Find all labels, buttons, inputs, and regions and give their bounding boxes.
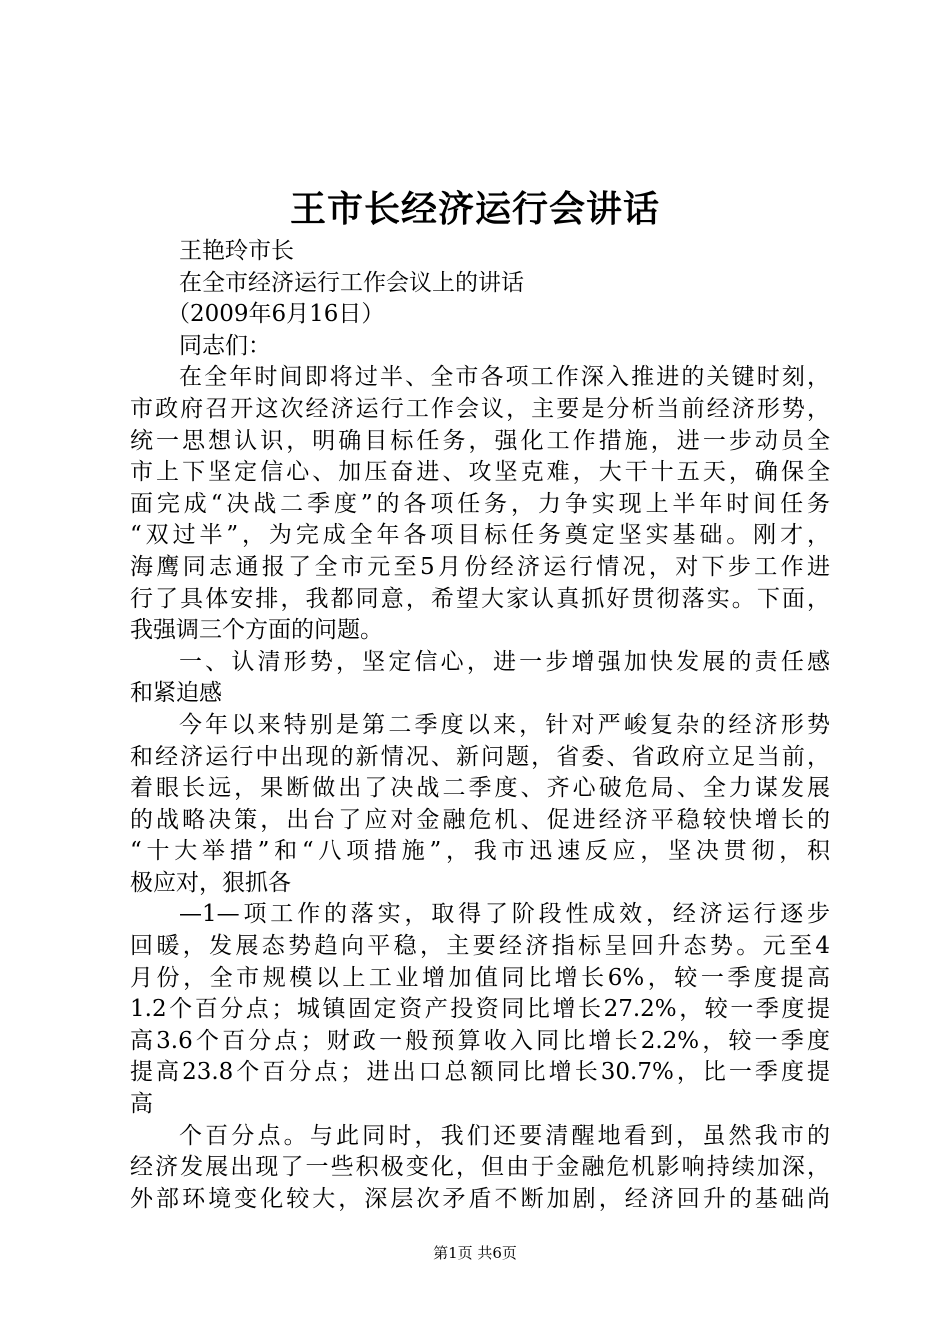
paragraph-line: 我强调三个方面的问题。 [130,617,383,644]
paragraph-line: 回暖，发展态势趋向平稳，主要经济指标呈回升态势。元至4 [130,933,830,960]
paragraph-line: 面完成“决战二季度”的各项任务，力争实现上半年时间任务 [130,490,830,517]
paragraph-line: 市上下坚定信心、加压奋进、攻坚克难，大干十五天，确保全 [130,459,830,486]
paragraph-line: 统一思想认识，明确目标任务，强化工作措施，进一步动员全 [130,427,830,454]
document-body [130,236,830,1215]
paragraph-line: 和紧迫感 [130,680,222,707]
paragraph-line: 外部环境变化较大，深层次矛盾不断加剧，经济回升的基础尚 [130,1185,830,1212]
paragraph-indicators [130,899,830,1120]
section-heading-1 [130,647,830,710]
page-footer: 第1页 共6页 [433,1244,517,1262]
paragraph-line: 提高23.8个百分点；进出口总额同比增长30.7%，比一季度提 [130,1059,830,1086]
paragraph-line: 一、认清形势，坚定信心，进一步增强加快发展的责任感 [179,648,830,675]
paragraph-line: 行了具体安排，我都同意，希望大家认真抓好贯彻落实。下面， [130,585,830,612]
salutation: 同志们： [179,332,271,359]
paragraph-line: —1—项工作的落实，取得了阶段性成效，经济运行逐步 [179,901,830,928]
paragraph-line: 高3.6个百分点；财政一般预算收入同比增长2.2%，较一季度 [130,1027,830,1054]
paragraph-line: 海鹰同志通报了全市元至5月份经济运行情况，对下步工作进 [130,553,830,580]
paragraph-line: 极应对，狠抓各 [130,869,291,896]
paragraph-line: 在全年时间即将过半、全市各项工作深入推进的关键时刻， [179,364,830,391]
paragraph-line: 1.2个百分点；城镇固定资产投资同比增长27.2%，较一季度提 [130,996,830,1023]
paragraph-line: 月份，全市规模以上工业增加值同比增长6%，较一季度提高 [130,964,830,991]
paragraph-line: 的战略决策，出台了应对金融危机、促进经济平稳较快增长的 [130,806,830,833]
paragraph-line: 个百分点。与此同时，我们还要清醒地看到，虽然我市的 [179,1122,830,1149]
speaker-name: 王艳玲市长 [179,238,294,264]
paragraph-line: 和经济运行中出现的新情况、新问题，省委、省政府立足当前， [130,743,830,770]
document-title: 王市长经济运行会讲话 [289,188,660,230]
paragraph-line: “双过半”，为完成全年各项目标任务奠定坚实基础。刚才， [130,522,830,549]
paragraph-line: 今年以来特别是第二季度以来，针对严峻复杂的经济形势 [179,711,830,738]
paragraph-line: 着眼长远，果断做出了决战二季度、齐心破危局、全力谋发展 [130,775,830,802]
paragraph-line: 市政府召开这次经济运行工作会议，主要是分析当前经济形势， [130,395,830,422]
paragraph-line: 高 [130,1091,153,1118]
speech-date: （2009年6月16日） [167,301,385,328]
paragraph-intro [130,362,830,646]
speech-occasion: 在全市经济运行工作会议上的讲话 [179,269,524,296]
paragraph-line: 经济发展出现了一些积极变化，但由于金融危机影响持续加深， [130,1154,830,1181]
paragraph-situation [130,710,830,900]
paragraph-line: “十大举措”和“八项措施”，我市迅速反应，坚决贯彻，积 [130,838,830,865]
paragraph-caution [130,1121,830,1216]
